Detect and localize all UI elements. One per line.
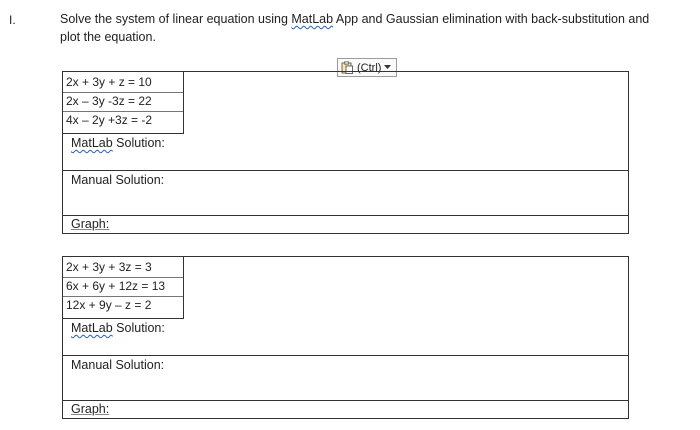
equation-box xyxy=(63,257,184,319)
instruction-text-1: Solve the system of linear equation using xyxy=(60,12,292,26)
equation-line: 2x + 3y + 3z = 3 xyxy=(66,260,152,274)
problem-block-2 xyxy=(62,256,629,419)
question-instruction xyxy=(60,10,660,46)
chevron-down-icon xyxy=(384,65,391,70)
matlab-solution-label xyxy=(63,134,628,152)
matlab-solution-text: Solution: xyxy=(112,321,165,335)
problem-block-1 xyxy=(62,71,629,234)
graph-label-text: Graph: xyxy=(71,217,110,231)
paste-options-label: (Ctrl) xyxy=(357,61,382,74)
equation-box xyxy=(63,72,184,134)
equation-line: 2x – 3y -3z = 22 xyxy=(66,92,183,111)
question-number: I. xyxy=(9,13,16,27)
graph-label-text: Graph: xyxy=(71,402,110,416)
matlab-solution-label xyxy=(63,319,628,337)
instruction-app-name: MatLab xyxy=(291,12,334,26)
graph-label xyxy=(63,215,628,233)
equation-line: 2x + 3y + z = 10 xyxy=(66,75,152,89)
manual-solution-label: Manual Solution: xyxy=(63,355,628,374)
graph-label xyxy=(63,400,628,418)
equation-line: 4x – 2y +3z = -2 xyxy=(66,111,183,130)
matlab-word: MatLab xyxy=(71,321,113,335)
equation-line: 12x + 9y – z = 2 xyxy=(66,296,183,315)
manual-solution-label: Manual Solution: xyxy=(63,170,628,189)
matlab-word: MatLab xyxy=(71,136,113,150)
equation-line: 6x + 6y + 12z = 13 xyxy=(66,277,183,296)
instruction-text-2: App and Gaussian elimination with back-substitution and plot the equation. xyxy=(60,12,650,44)
matlab-solution-text: Solution: xyxy=(112,136,165,150)
